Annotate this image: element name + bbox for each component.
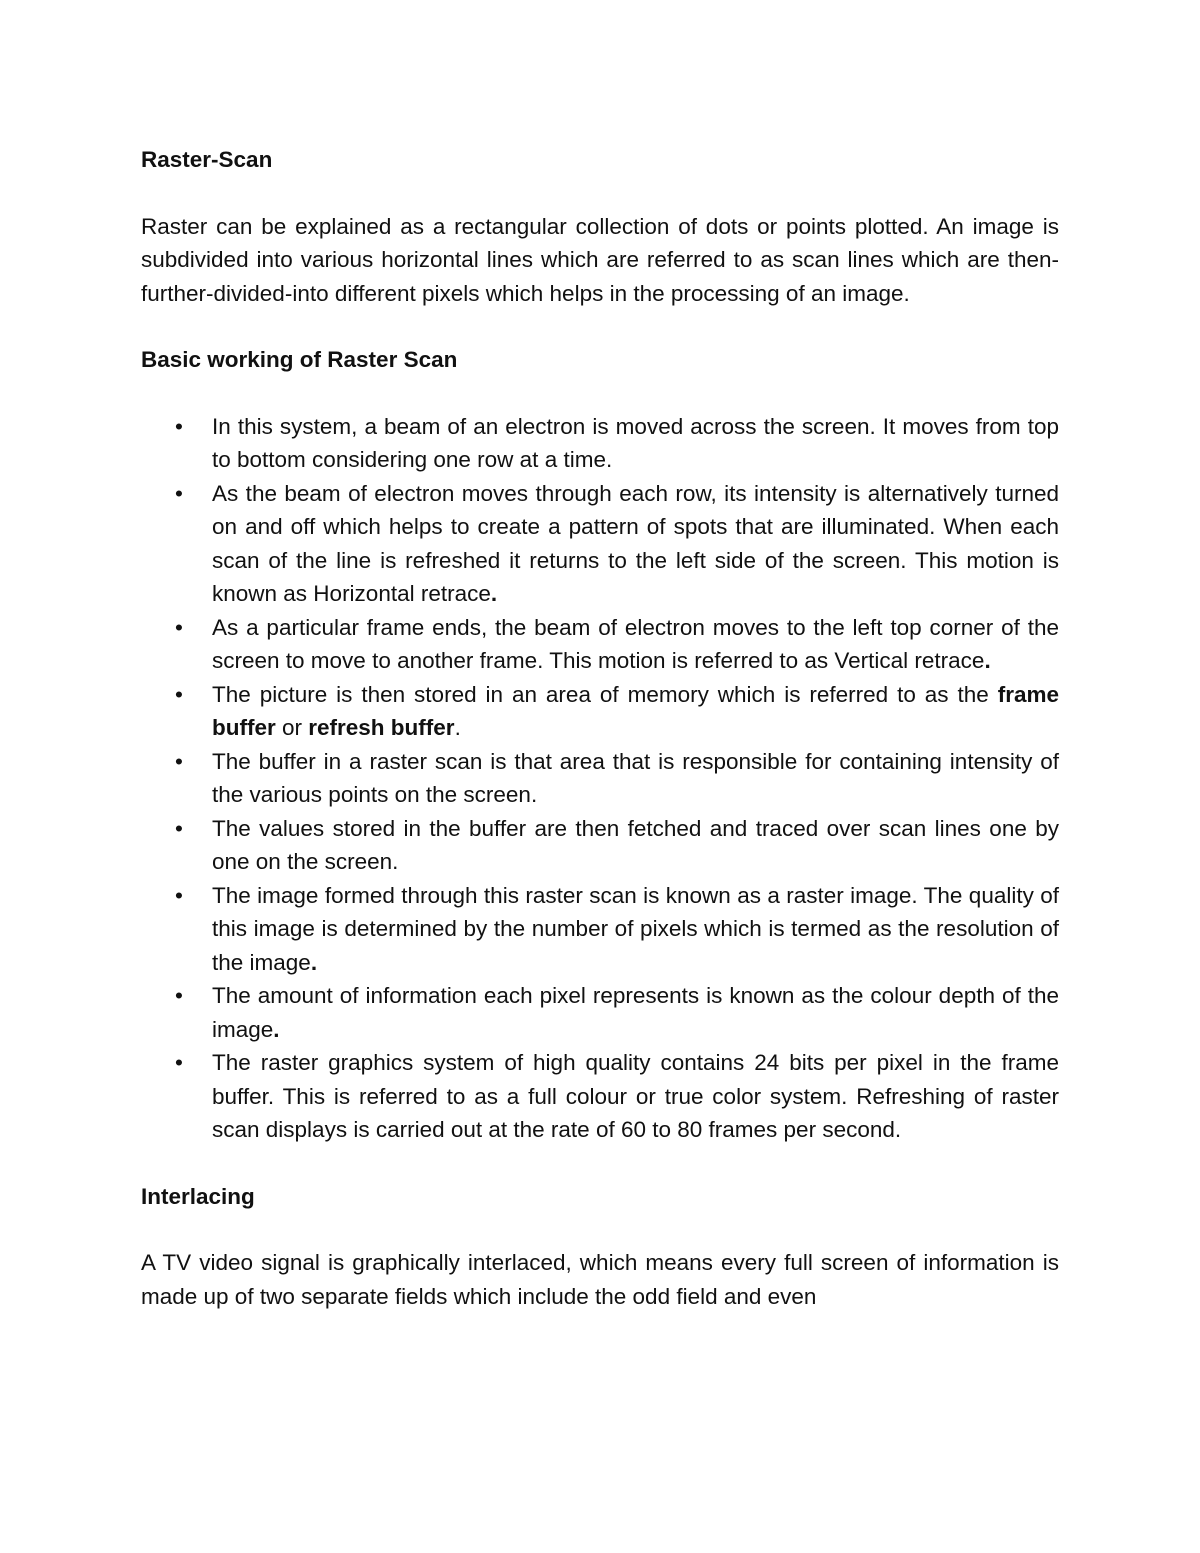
list-item-text: The picture is then stored in an area of memory which is referred to as the (212, 681, 998, 707)
list-item-text: The amount of information each pixel represents is known as the colour depth of the image (212, 983, 1059, 1042)
list-item-text: In this system, a beam of an electron is moved across the screen. It moves from top to bottom considering one row at a time. (212, 413, 1059, 472)
bullet-icon: • (175, 413, 183, 439)
list-item-text: The raster graphics system of high quality contains 24 bits per pixel in the frame buffer. This is referred to as a full colour or true color system. Refreshing of raster scan displays is carried out at the rate of 60 to 80 frames per second. (212, 1050, 1059, 1142)
list-item (175, 1046, 1059, 1147)
heading-raster-scan: Raster-Scan (141, 147, 273, 172)
bullet-icon: • (175, 882, 183, 908)
list-item-text: As a particular frame ends, the beam of electron moves to the left top corner of the screen to move to another frame. This motion is referred to as Vertical retrace (212, 614, 1059, 673)
closing-paragraph: A TV video signal is graphically interlaced, which means every full screen of information is made up of two separate fields which include the odd field and even (141, 1250, 1059, 1309)
bullet-icon: • (175, 614, 183, 640)
list-item (175, 477, 1059, 611)
bullet-icon: • (175, 1050, 183, 1075)
bullet-icon: • (175, 983, 183, 1008)
term-refresh-buffer: refresh buffer (308, 715, 455, 740)
term-frame-buffer: frame buffer (212, 681, 1059, 740)
list-item-text: The values stored in the buffer are then fetched and traced over scan lines one by one on the screen. (212, 815, 1059, 874)
bullet-icon: • (175, 748, 183, 774)
bullet-list (141, 410, 1059, 1147)
heading-interlacing: Interlacing (141, 1183, 255, 1209)
list-item-text: . (454, 715, 461, 740)
list-item (175, 678, 1059, 745)
intro-paragraph: Raster can be explained as a rectangular collection of dots or points plotted. An image is subdivided into various horizontal lines which are referred to as scan lines which are then-further-divided-into different pixels which helps in the processing of an image. (141, 213, 1059, 306)
heading-basic-working: Basic working of Raster Scan (141, 347, 458, 372)
list-item-bold: . (273, 1016, 280, 1042)
list-item (175, 979, 1059, 1046)
list-item-text: The buffer in a raster scan is that area that is responsible for containing intensity of the various points on the screen. (212, 748, 1059, 807)
list-item (175, 745, 1059, 812)
list-item (175, 812, 1059, 879)
list-item (175, 879, 1059, 980)
list-item-text: or (275, 715, 309, 740)
list-item-bold: . (490, 581, 498, 606)
list-item-bold: . (984, 648, 991, 673)
list-item-text: As the beam of electron moves through each row, its intensity is alternatively turned on and off which helps to create a pattern of spots that are illuminated. When each scan of the line is refreshed it returns to the left side of the screen. This motion is known as Horizontal retrace (212, 480, 1059, 606)
bullet-icon: • (175, 681, 183, 707)
bullet-icon: • (175, 480, 183, 506)
bullet-icon: • (175, 815, 183, 841)
list-item-bold: . (310, 949, 318, 975)
list-item-text: The image formed through this raster scan is known as a raster image. The quality of this image is determined by the number of pixels which is termed as the resolution of the image (212, 882, 1059, 975)
list-item (175, 611, 1059, 678)
document-body (141, 143, 1059, 1346)
list-item (175, 410, 1059, 477)
